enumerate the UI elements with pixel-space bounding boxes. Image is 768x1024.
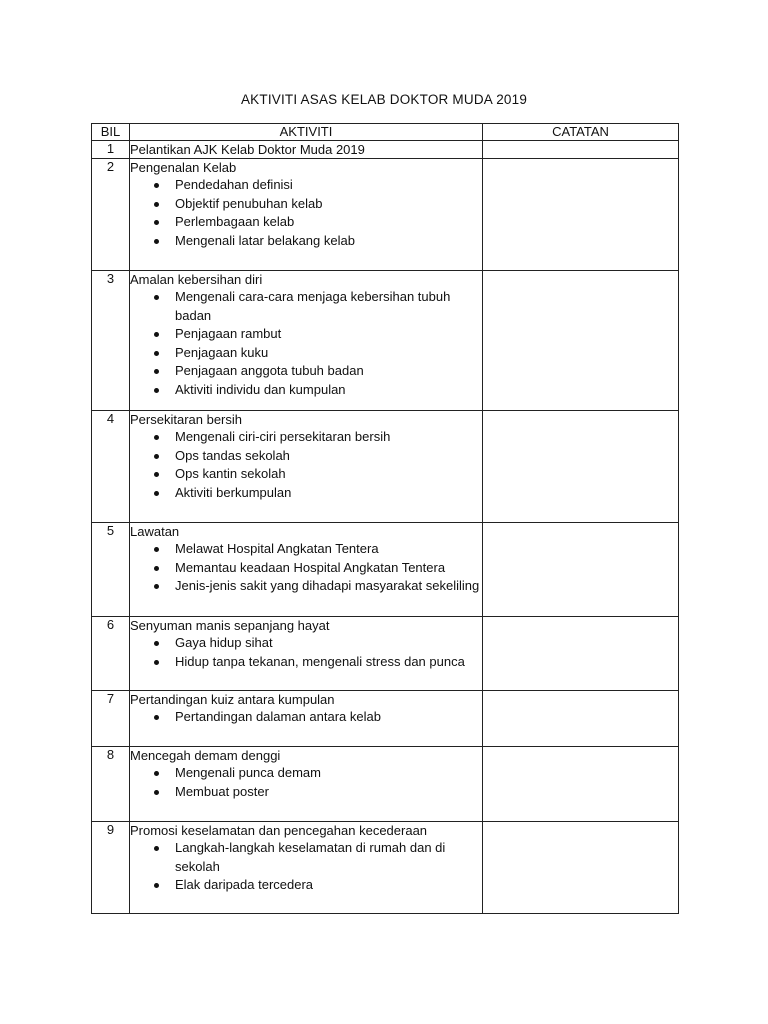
activity-title: Persekitaran bersih: [130, 412, 242, 427]
catatan-cell: [483, 523, 679, 617]
activity-sublist: [130, 764, 482, 801]
table-row: [92, 271, 679, 411]
activity-subitem: Membuat poster: [130, 783, 482, 802]
header-catatan: CATATAN: [483, 124, 679, 141]
activity-subitem: Mengenali latar belakang kelab: [130, 232, 482, 251]
activity-cell: [130, 691, 483, 747]
activity-cell: [130, 271, 483, 411]
activity-cell: [130, 822, 483, 914]
activity-title: Pengenalan Kelab: [130, 160, 237, 175]
row-number: 9: [92, 822, 130, 914]
table-row: [92, 747, 679, 822]
activity-sublist: [130, 634, 482, 671]
activity-sublist: [130, 839, 482, 895]
activity-subitem: Mengenali cara-cara menjaga kebersihan tubuh badan: [130, 288, 482, 325]
catatan-cell: [483, 747, 679, 822]
document-title: AKTIVITI ASAS KELAB DOKTOR MUDA 2019: [240, 92, 528, 107]
table-row: [92, 141, 679, 159]
activity-subitem: Jenis-jenis sakit yang dihadapi masyarakat sekeliling: [130, 577, 482, 596]
activity-subitem: Penjagaan rambut: [130, 325, 482, 344]
activity-title: Lawatan: [130, 524, 180, 539]
activity-title: Pertandingan kuiz antara kumpulan: [130, 692, 335, 707]
catatan-cell: [483, 159, 679, 271]
activity-subitem: Penjagaan kuku: [130, 344, 482, 363]
catatan-cell: [483, 141, 679, 159]
catatan-cell: [483, 411, 679, 523]
catatan-cell: [483, 822, 679, 914]
activity-cell: [130, 141, 483, 159]
activity-cell: [130, 747, 483, 822]
table-body: [92, 141, 679, 914]
activity-title: Pelantikan AJK Kelab Doktor Muda 2019: [130, 142, 365, 157]
activity-subitem: Gaya hidup sihat: [130, 634, 482, 653]
activity-cell: [130, 159, 483, 271]
header-bil: BIL: [92, 124, 130, 141]
row-number: 3: [92, 271, 130, 411]
row-number: 8: [92, 747, 130, 822]
table-row: [92, 617, 679, 691]
table-row: [92, 411, 679, 523]
activity-subitem: Aktiviti berkumpulan: [130, 484, 482, 503]
activity-title: Senyuman manis sepanjang hayat: [130, 618, 330, 633]
activity-subitem: Melawat Hospital Angkatan Tentera: [130, 540, 482, 559]
activity-title: Promosi keselamatan dan pencegahan kecederaan: [130, 823, 428, 838]
table-row: [92, 691, 679, 747]
activity-subitem: Hidup tanpa tekanan, mengenali stress dan punca: [130, 653, 482, 672]
activity-sublist: [130, 176, 482, 250]
activity-subitem: Elak daripada tercedera: [130, 876, 482, 895]
activity-subitem: Perlembagaan kelab: [130, 213, 482, 232]
table-header-row: [92, 124, 679, 141]
activity-cell: [130, 411, 483, 523]
activity-subitem: Langkah-langkah keselamatan di rumah dan di sekolah: [130, 839, 482, 876]
activity-subitem: Pertandingan dalaman antara kelab: [130, 708, 482, 727]
activity-subitem: Ops kantin sekolah: [130, 465, 482, 484]
table-row: [92, 159, 679, 271]
activity-sublist: [130, 288, 482, 399]
activity-cell: [130, 523, 483, 617]
activity-sublist: [130, 540, 482, 596]
activity-subitem: Memantau keadaan Hospital Angkatan Tentera: [130, 559, 482, 578]
row-number: 1: [92, 141, 130, 159]
activity-subitem: Mengenali ciri-ciri persekitaran bersih: [130, 428, 482, 447]
activity-table: [91, 123, 679, 914]
row-number: 4: [92, 411, 130, 523]
activity-subitem: Ops tandas sekolah: [130, 447, 482, 466]
activity-title: Amalan kebersihan diri: [130, 272, 263, 287]
activity-sublist: [130, 708, 482, 727]
activity-subitem: Pendedahan definisi: [130, 176, 482, 195]
row-number: 5: [92, 523, 130, 617]
activity-subitem: Penjagaan anggota tubuh badan: [130, 362, 482, 381]
activity-title: Mencegah demam denggi: [130, 748, 281, 763]
activity-subitem: Aktiviti individu dan kumpulan: [130, 381, 482, 400]
header-aktiviti: AKTIVITI: [130, 124, 483, 141]
activity-sublist: [130, 428, 482, 502]
activity-cell: [130, 617, 483, 691]
activity-subitem: Mengenali punca demam: [130, 764, 482, 783]
catatan-cell: [483, 691, 679, 747]
row-number: 7: [92, 691, 130, 747]
row-number: 2: [92, 159, 130, 271]
table-row: [92, 523, 679, 617]
activity-subitem: Objektif penubuhan kelab: [130, 195, 482, 214]
table-row: [92, 822, 679, 914]
catatan-cell: [483, 271, 679, 411]
row-number: 6: [92, 617, 130, 691]
catatan-cell: [483, 617, 679, 691]
